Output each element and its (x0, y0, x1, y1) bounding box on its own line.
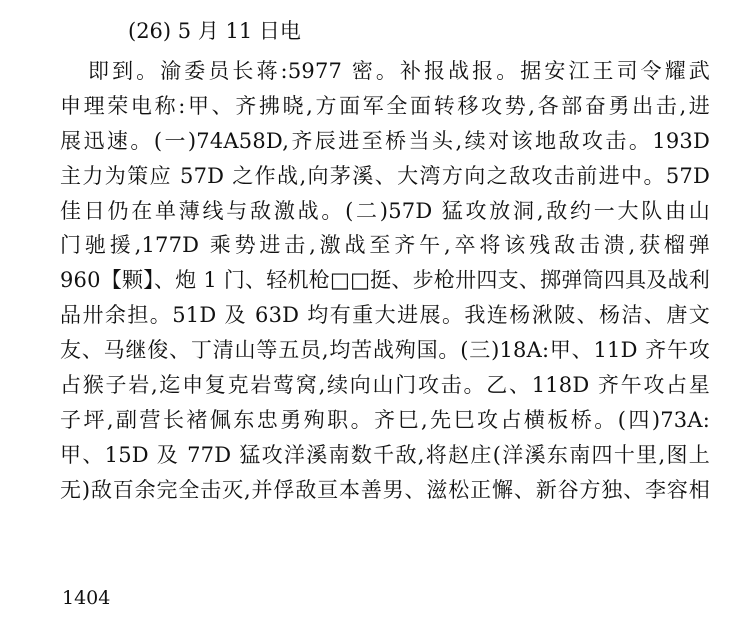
text-line: 主力为策应 57D 之作战,向茅溪、大湾方向之敌攻击前进中。57D (60, 163, 710, 188)
text-line: 品卅余担。51D 及 63D 均有重大进展。我连杨湫陂、杨洁、唐文 (60, 303, 710, 328)
text-line: 申理荣电称:甲、齐拂晓,方面军全面转移攻势,各部奋勇出击,进 (60, 93, 710, 118)
text-line: 展迅速。(一)74A58D,齐辰进至桥当头,续对该地敌攻击。193D (60, 128, 710, 153)
text-line: 门驰援,177D 乘势进击,激战至齐午,卒将该残敌击溃,获榴弹 (60, 233, 710, 258)
text-line: 佳日仍在单薄线与敌激战。(二)57D 猛攻放洞,敌约一大队由山 (60, 198, 710, 223)
text-line: 友、马继俊、丁清山等五员,均苦战殉国。(三)18A:甲、11D 齐午攻 (60, 338, 710, 363)
text-line: 占猴子岩,迄申复克岩莺窝,续向山门攻击。乙、118D 齐午攻占星 (60, 373, 710, 398)
text-line: 无)敌百余完全击灭,并俘敌亘本善男、滋松正懈、新谷方独、李容相 (60, 477, 710, 502)
telegram-heading: (26) 5 月 11 日电 (128, 19, 301, 43)
telegram-body (60, 54, 710, 508)
page-number: 1404 (62, 587, 111, 609)
text-line: 即到。渝委员长蒋:5977 密。补报战报。据安江王司令耀武 (88, 59, 710, 83)
text-line: 子坪,副营长褚佩东忠勇殉职。齐巳,先巳攻占横板桥。(四)73A: (60, 407, 710, 432)
text-line: 甲、15D 及 77D 猛攻洋溪南数千敌,将赵庄(洋溪东南四十里,图上 (60, 442, 710, 467)
text-line: 960【颗】、炮 1 门、轻机枪□□挺、步枪卅四支、掷弹筒四具及战利 (60, 268, 710, 293)
